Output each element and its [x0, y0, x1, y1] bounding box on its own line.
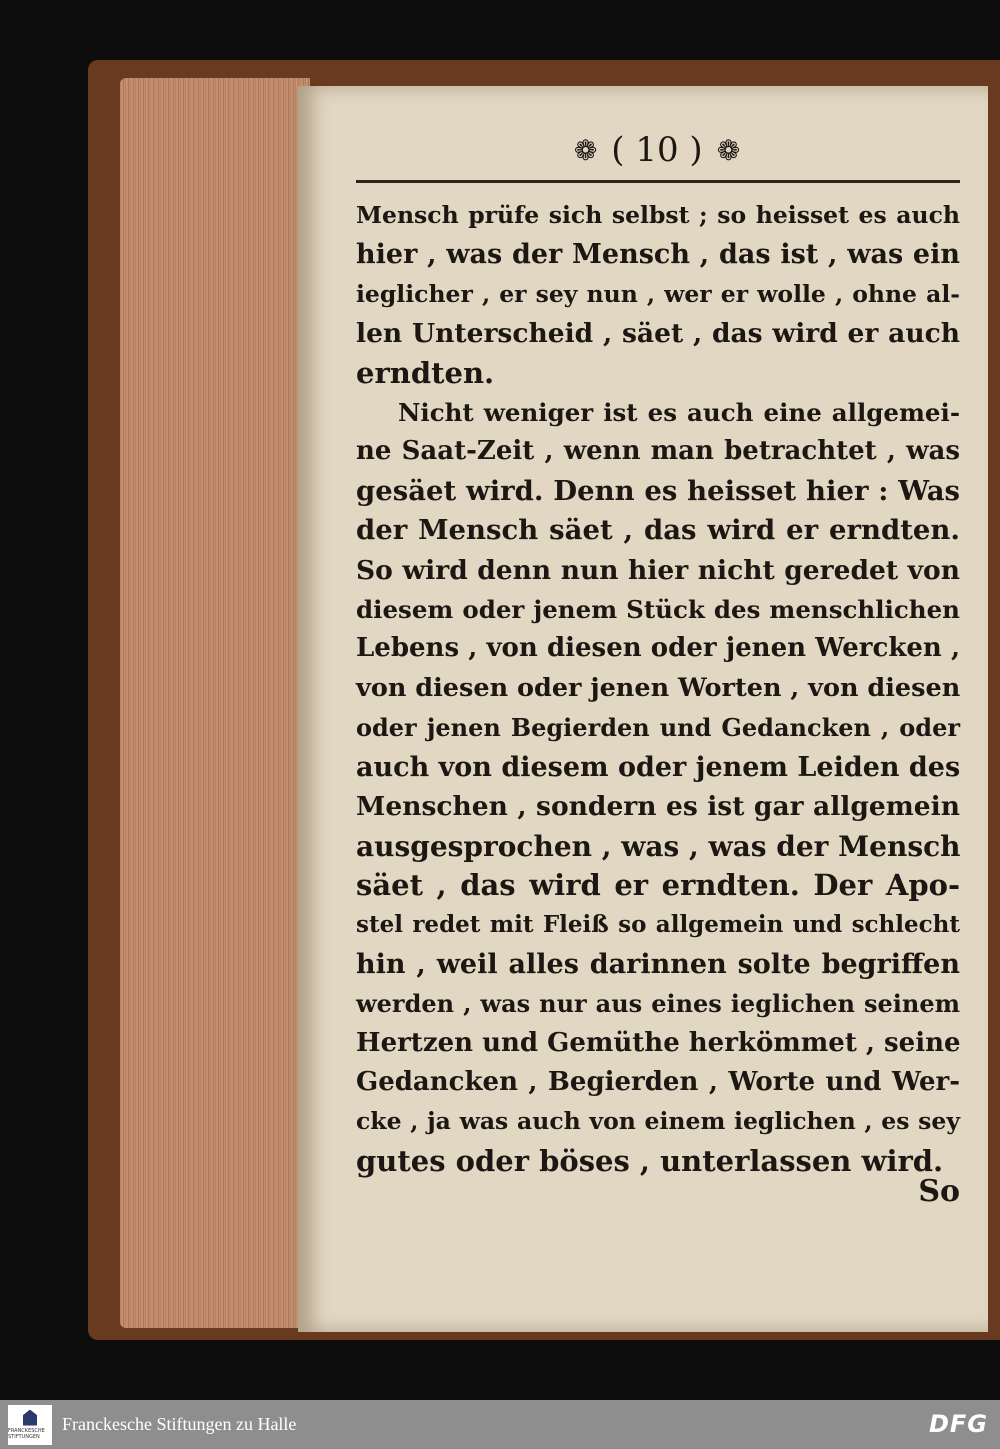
- text-line: hier , was der Mensch , das ist , was ein: [356, 239, 960, 271]
- header-rule: [356, 180, 960, 183]
- text-line: Gedancken , Begierden , Worte und Wer-: [356, 1066, 960, 1097]
- text-line: So wird denn nun hier nicht geredet von: [356, 554, 960, 586]
- dfg-logo: DFG: [928, 1410, 988, 1438]
- text-line: len Unterscheid , säet , das wird er auch: [356, 318, 960, 350]
- text-line: von diesen oder jenen Worten , von diesen: [356, 672, 961, 703]
- ornament-right-icon: ❁: [716, 133, 741, 167]
- text-line: ne Saat-Zeit , wenn man betrachtet , was: [356, 436, 960, 467]
- institution-name: Franckesche Stiftungen zu Halle: [62, 1414, 297, 1434]
- catchword: So: [918, 1174, 960, 1209]
- text-line: hin , weil alles darinnen solte begriffen: [356, 948, 960, 980]
- text-line: auch von diesem oder jenem Leiden des: [356, 751, 961, 783]
- text-line: ieglicher , er sey nun , wer er wolle , ohne al-: [356, 279, 960, 308]
- text-line: gesäet wird. Denn es heisset hier : Was: [356, 474, 960, 507]
- text-line: stel redet mit Fleiß so allgemein und schlecht: [356, 911, 960, 939]
- text-line: werden , was nur aus eines ieglichen seinem: [356, 989, 960, 1019]
- text-line: cke , ja was auch von einem ieglichen , es sey: [356, 1107, 960, 1136]
- institution-logo: [8, 1405, 52, 1445]
- text-line: Nicht weniger ist es auch eine allgemei-: [398, 398, 960, 428]
- footer-bar: [0, 1400, 1000, 1449]
- page-edges: [120, 78, 310, 1328]
- text-line: Mensch prüfe sich selbst ; so heisset es auch: [356, 201, 960, 229]
- text-line: ausgesprochen , was , was der Mensch: [356, 829, 961, 863]
- text-line: gutes oder böses , unterlassen wird.: [356, 1143, 944, 1178]
- text-line: säet , das wird er erndten. Der Apo-: [356, 867, 960, 902]
- body-text: [356, 196, 960, 1181]
- text-line: erndten.: [356, 355, 495, 390]
- text-line: diesem oder jenem Stück des menschlichen: [356, 595, 960, 625]
- text-line: der Mensch säet , das wird er erndten.: [356, 514, 960, 547]
- ornament-left-icon: ❁: [573, 133, 598, 167]
- logo-text: FRANCKESCHE STIFTUNGEN: [8, 1427, 45, 1440]
- text-line: Lebens , von diesen oder jenen Wercken ,: [356, 633, 960, 664]
- text-line: oder jenen Begierden und Gedancken , oder: [356, 713, 960, 743]
- text-line: Menschen , sondern es ist gar allgemein: [356, 791, 960, 823]
- page-header: [552, 128, 762, 172]
- text-line: Hertzen und Gemüthe herkömmet , seine: [356, 1027, 961, 1058]
- page-number: ( 10 ): [611, 130, 703, 170]
- logo-icon: [23, 1410, 37, 1426]
